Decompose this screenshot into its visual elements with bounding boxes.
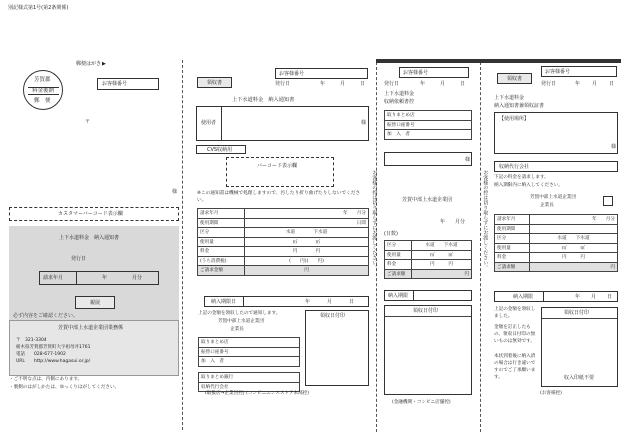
p4-row-usage-label: 使用量 bbox=[495, 243, 530, 253]
p4-row-usage-value: ㎥ ㎥ bbox=[530, 243, 618, 253]
p4-row-period-label: 使用期間 bbox=[495, 224, 530, 234]
p4-due-year: 年 bbox=[575, 294, 581, 300]
panel3-month: 月 bbox=[440, 81, 446, 87]
row-tax-label: (うち消費税) bbox=[198, 256, 245, 266]
sender-address: 栃木県芳賀郡芳賀町大字祖母井1761 bbox=[16, 345, 91, 350]
panel3-issue-date: 発行日 bbox=[384, 81, 400, 87]
panel3-vertical-note: お客様の控は切り取らずにお渡しください。 bbox=[371, 170, 378, 270]
panel3-subtitle: 収納依頼書控 bbox=[384, 99, 415, 105]
row-total-value: 円 bbox=[245, 266, 369, 276]
panel3-customer-label: お客様番号 bbox=[403, 70, 429, 76]
cvs-label: CVS収納用 bbox=[207, 147, 233, 153]
panel2-agent-table bbox=[198, 337, 300, 367]
panel4-day: 日 bbox=[609, 81, 615, 87]
row-tax-value: ( 円)( 円) bbox=[245, 256, 369, 266]
sender-zip: 〒 321-3304 bbox=[16, 338, 47, 343]
p4-row-fee-label: 料金 bbox=[495, 253, 530, 263]
barcode-display-area bbox=[226, 157, 334, 187]
customer-barcode-area bbox=[9, 207, 179, 221]
panel3-billing-table bbox=[384, 240, 472, 279]
confidential-button[interactable]: 親展 bbox=[75, 296, 115, 309]
sender-url: URL http://www.hagasui.or.jp/ bbox=[16, 359, 91, 364]
panel3-billing: 年 月分 bbox=[440, 219, 466, 225]
user-sama: 様 bbox=[361, 120, 367, 126]
customer-number-field bbox=[97, 78, 159, 90]
form-label: 別記様式第1号(第2条関係) bbox=[8, 5, 69, 11]
row-period-value: 日間 bbox=[245, 218, 369, 228]
receipt-button-1[interactable]: 領収書 bbox=[197, 77, 232, 88]
p4-row-billing-value: 年 月分 bbox=[530, 215, 618, 225]
panel2-billing-table bbox=[197, 208, 369, 276]
p4-due-day: 日 bbox=[607, 294, 613, 300]
postmark-line1: 芳賀郡 bbox=[34, 77, 51, 83]
panel3-stamp-label: 領収日付印 bbox=[413, 308, 439, 314]
check-contents-text: 必ず内容をご確認ください。 bbox=[13, 313, 79, 319]
barcode-display-label: バーコード表示欄 bbox=[257, 163, 298, 169]
agent-row-subscriber: 加 入 者 bbox=[199, 357, 300, 367]
panel4-month: 月 bbox=[592, 81, 598, 87]
panel3-name-box bbox=[384, 152, 472, 166]
panel3-agent-subscriber: 加 入 者 bbox=[385, 130, 472, 140]
panel4-note2: 本状到着後に納入済の場合は行き違いですのでご了承願います。 bbox=[494, 354, 536, 380]
panel3-agent-account: 振替口座番号 bbox=[385, 120, 472, 130]
panel2-stamp-box bbox=[305, 310, 369, 386]
panel3-issuer: 芳賀中部上水道企業団 bbox=[402, 197, 453, 203]
postmark-stamp bbox=[23, 70, 63, 110]
note-1: ・ご不明な点は、内側にあります。 bbox=[9, 377, 83, 382]
panel4-received: 上記の金額を領収しました。 bbox=[494, 307, 536, 319]
panel3-footer: (金融機関・コンビニ店舗控) bbox=[392, 400, 451, 405]
p3-row-fee-value: 円 円 bbox=[412, 260, 472, 270]
p4-row-period-value bbox=[530, 224, 618, 234]
postcard-label: 郵便はがき bbox=[76, 61, 102, 67]
p3-row-usage-label: 使用量 bbox=[385, 250, 412, 260]
panel4-notice1: 下記の料金を請求します。 bbox=[494, 175, 549, 180]
sender-phone: 電話 028-677-1902 bbox=[16, 352, 66, 357]
p4-row-fee-value: 円 円 bbox=[530, 253, 618, 263]
panel3-agent-table bbox=[384, 110, 472, 140]
perforation-line-1 bbox=[182, 60, 183, 430]
agent-row-account: 振替口座番号 bbox=[199, 347, 300, 357]
panel4-due-label: 納入期限 bbox=[513, 294, 534, 300]
notice-title: 上下水道料金 納入通知書 bbox=[59, 235, 120, 241]
billing-period-box bbox=[39, 271, 159, 285]
agent-row-store: 取りまとめ店 bbox=[199, 338, 300, 348]
panel3-due-box bbox=[384, 290, 472, 301]
panel4-sama: 様 bbox=[611, 144, 617, 150]
panel4-agency-box bbox=[494, 161, 618, 172]
billing-month: 月分 bbox=[132, 275, 143, 281]
notice-gray-panel bbox=[9, 226, 179, 320]
panel3-due-label: 納入期限 bbox=[388, 293, 409, 299]
panel4-vertical-note: お客様の控は切り取らずにお渡しください。 bbox=[482, 170, 489, 270]
due-year: 年 bbox=[305, 299, 311, 305]
row-category-label: 区分 bbox=[198, 228, 245, 238]
panel3-year: 年 bbox=[420, 81, 426, 87]
panel3-title: 上下水道料金 bbox=[384, 91, 415, 97]
sender-block bbox=[9, 320, 179, 376]
machine-processing-notice: ※この通知書は機械で処理しますので、汚したり折り曲げたりしないでください。 bbox=[197, 191, 361, 203]
row-billing-value: 年 月分 bbox=[245, 209, 369, 219]
user-label: 使用者 bbox=[201, 120, 217, 126]
p4-row-total-label: ご請求額 bbox=[495, 262, 530, 272]
panel4-footer: (お客様控) bbox=[540, 391, 562, 396]
panel2-month: 月 bbox=[340, 81, 346, 87]
panel2-customer-label: お客様番号 bbox=[279, 71, 305, 77]
agency-row-bank: 取りまとめ銀行 bbox=[199, 373, 300, 383]
panel3-stamp-box bbox=[384, 305, 472, 395]
top-bar bbox=[376, 59, 621, 63]
usage-place-label: 【使用場所】 bbox=[499, 116, 530, 122]
p3-row-usage-value: ㎥ ㎥ bbox=[412, 250, 472, 260]
panel4-agency-label: 収納代行会社 bbox=[499, 164, 530, 170]
panel4-seal-box bbox=[603, 196, 613, 206]
due-label: 納入期限日 bbox=[211, 299, 237, 305]
panel3-customer-number bbox=[399, 67, 469, 78]
panel3-period: (日数) bbox=[384, 231, 398, 237]
due-month: 月 bbox=[327, 299, 333, 305]
p3-row-total-value: 円 bbox=[412, 269, 472, 279]
row-total-label: ご請求金額 bbox=[198, 266, 245, 276]
sender-name: 芳賀中部上水道企業団業務係 bbox=[58, 325, 124, 331]
cvs-label-box bbox=[196, 145, 246, 154]
panel3-day: 日 bbox=[460, 81, 466, 87]
panel2-manager: 企業長 bbox=[230, 327, 244, 332]
panel3-agent-store: 取りまとめ店 bbox=[385, 111, 472, 121]
panel2-day: 日 bbox=[360, 81, 366, 87]
due-day: 日 bbox=[349, 299, 355, 305]
p3-row-fee-label: 料金 bbox=[385, 260, 412, 270]
agency-row-company: 収納代行会社 bbox=[199, 382, 300, 392]
panel4-usage-box bbox=[494, 112, 618, 154]
row-period-label: 使用期間 bbox=[198, 218, 245, 228]
panel4-customer-label: お客様番号 bbox=[545, 69, 571, 75]
postmark-line3: 郵 便 bbox=[34, 98, 51, 104]
panel4-title: 上下水道料金 bbox=[494, 95, 525, 101]
row-billing-label: 請求年月 bbox=[198, 209, 245, 219]
postal-mark: 〒 bbox=[85, 119, 91, 125]
panel2-due-box bbox=[204, 296, 369, 307]
perforation-line-3 bbox=[480, 62, 481, 432]
postmark-line2: 料金後納 bbox=[32, 88, 55, 94]
panel2-issue-date: 発行日 bbox=[275, 81, 291, 87]
row-usage-label: 使用量 bbox=[198, 237, 245, 247]
billing-label: 請求年月 bbox=[43, 275, 64, 281]
panel4-customer-number bbox=[541, 66, 617, 77]
p4-due-month: 月 bbox=[591, 294, 597, 300]
note-2: ・裏側のはがしかたは、ゆっくりはがしてください。 bbox=[9, 385, 120, 390]
receipt-button-2[interactable]: 領収書 bbox=[497, 73, 532, 84]
p3-row-total-label: ご請求額 bbox=[385, 269, 412, 279]
panel4-note1: 金額を訂正したもの、領収日付印の無いものは無効です。 bbox=[494, 325, 536, 344]
issue-date-label: 発行日 bbox=[71, 256, 87, 262]
panel2-agency-table bbox=[198, 372, 300, 392]
addressee-sama: 様 bbox=[172, 189, 178, 195]
row-fee-label: 料金 bbox=[198, 247, 245, 257]
revenue-stamp-note: 収入印紙不要 bbox=[564, 375, 595, 381]
received-text: 上記の金額を領収したので通知します。 bbox=[198, 311, 281, 316]
panel4-stamp-label: 領収日付印 bbox=[564, 310, 590, 316]
panel4-issuer: 芳賀中部上水道企業団 bbox=[530, 195, 576, 200]
panel4-due-box bbox=[494, 291, 618, 302]
p3-row-category-label: 区分 bbox=[385, 241, 412, 251]
panel4-manager: 企業長 bbox=[540, 203, 554, 208]
p4-row-category-label: 区分 bbox=[495, 234, 530, 244]
panel4-stamp-box bbox=[541, 307, 618, 387]
panel2-customer-number bbox=[275, 68, 368, 79]
row-category-value: 水道 下水道 bbox=[245, 228, 369, 238]
barcode-area-label: カスタマーバーコード表示欄 bbox=[58, 211, 123, 217]
p4-row-billing-label: 請求年月 bbox=[495, 215, 530, 225]
panel2-notice-title: 上下水道料金 納入通知書 bbox=[232, 97, 295, 103]
panel2-stamp-label: 領収日付印 bbox=[320, 313, 346, 319]
panel2-issuer: 芳賀中部上水道企業団 bbox=[218, 319, 264, 324]
panel4-subtitle: 納入通知書兼領収証書 bbox=[494, 103, 545, 109]
p3-row-category-value: 水道 下水道 bbox=[412, 241, 472, 251]
panel4-year: 年 bbox=[575, 81, 581, 87]
panel4-notice2: 納入期限内に納入してください。 bbox=[494, 183, 563, 188]
row-fee-value: 円 円 bbox=[245, 247, 369, 257]
p4-row-category-value: 水道 下水道 bbox=[530, 234, 618, 244]
billing-year: 年 bbox=[102, 275, 108, 281]
panel3-sama: 様 bbox=[465, 157, 471, 163]
panel4-issue-date: 発行日 bbox=[541, 81, 557, 87]
customer-number-label: お客様番号 bbox=[102, 81, 128, 87]
panel4-billing-table bbox=[494, 214, 618, 272]
p4-row-total-value: 円 bbox=[530, 262, 618, 272]
panel2-year: 年 bbox=[320, 81, 326, 87]
panel2-footer: (取扱店→企業団控) (コンビニエンスストア本部控) bbox=[205, 391, 310, 396]
row-usage-value: ㎥ ㎥ bbox=[245, 237, 369, 247]
panel2-user-box bbox=[196, 106, 369, 141]
